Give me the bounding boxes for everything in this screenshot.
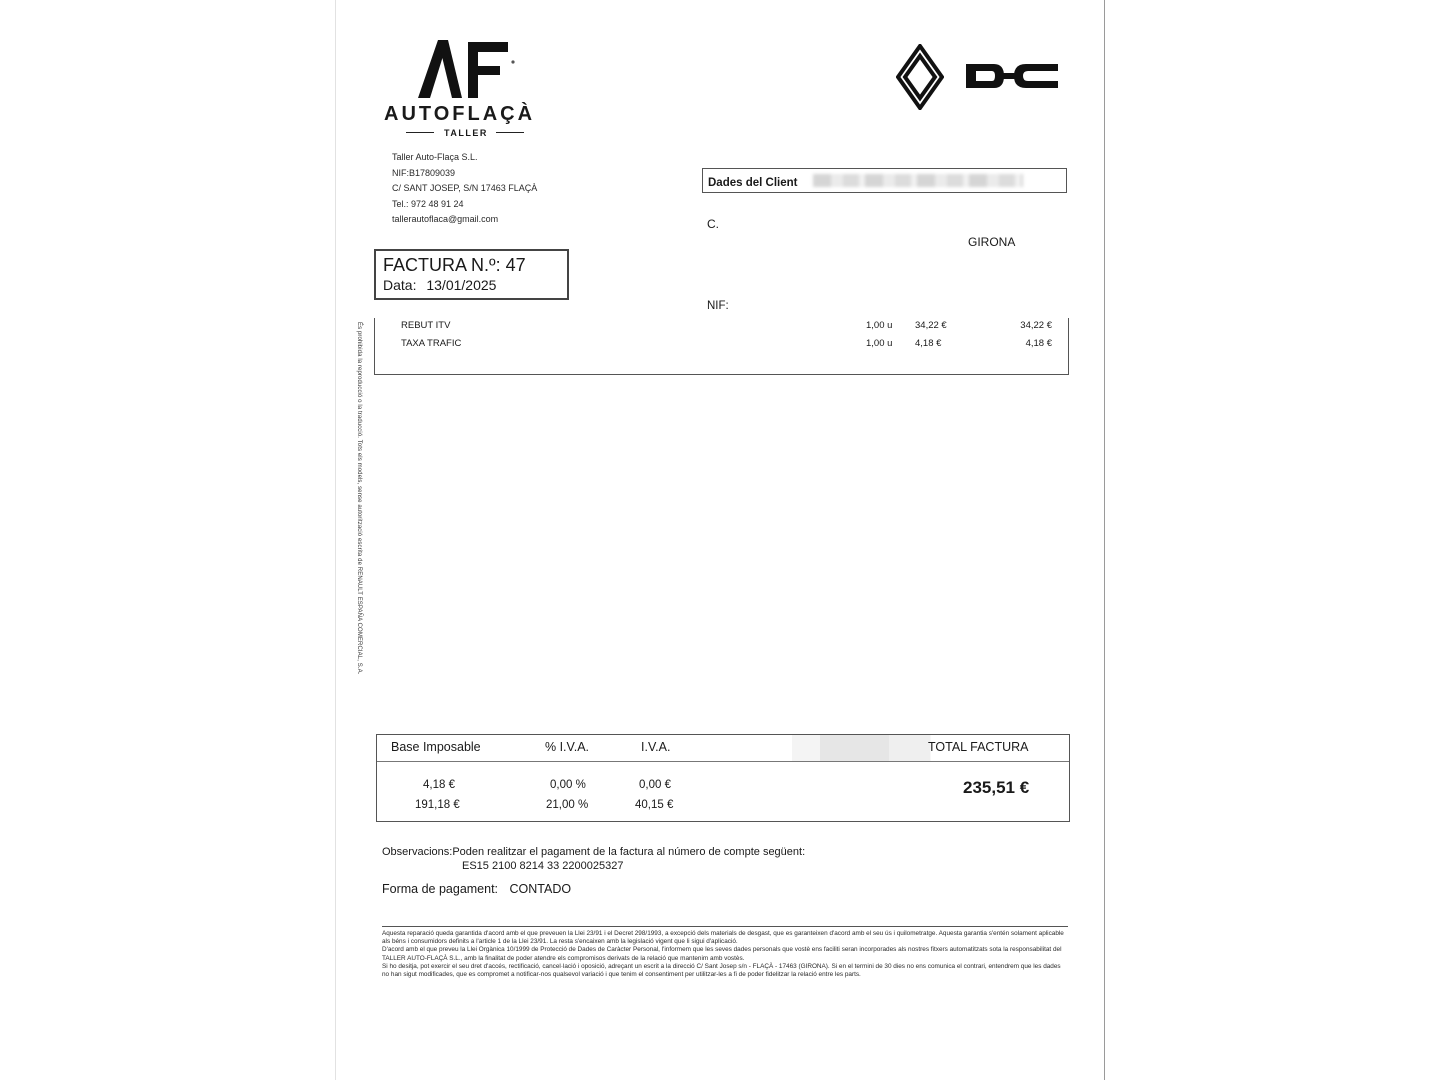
items-table bbox=[374, 318, 1069, 375]
item-description: REBUT ITV bbox=[401, 320, 451, 331]
company-email: tallerautoflaca@gmail.com bbox=[392, 214, 499, 224]
item-unit-price: 34,22 € bbox=[915, 320, 947, 331]
observations bbox=[382, 846, 805, 859]
client-street: C. bbox=[707, 217, 719, 231]
client-box-label: Dades del Client bbox=[708, 177, 798, 189]
side-legal-note: És prohibida la reproducció o la traducció. Tots els models, sense autorització escrita de RENAULT ESPAÑA COMERCIAL, S.A. bbox=[356, 322, 362, 675]
invoice-date: 13/01/2025 bbox=[426, 277, 497, 293]
item-description: TAXA TRAFIC bbox=[401, 338, 462, 349]
header-total: TOTAL FACTURA bbox=[928, 740, 1029, 754]
renault-logo-icon bbox=[896, 44, 944, 110]
item-quantity: 1,00 u bbox=[866, 320, 893, 331]
header-vat: I.V.A. bbox=[641, 740, 671, 754]
invoice-total-amount: 235,51 € bbox=[963, 778, 1030, 797]
totals-header bbox=[377, 735, 1069, 762]
item-total: 4,18 € bbox=[1025, 338, 1052, 349]
item-total: 34,22 € bbox=[1020, 320, 1052, 331]
header-base: Base Imposable bbox=[391, 740, 481, 754]
invoice-number-box bbox=[374, 249, 569, 300]
company-logo-subtitle: TALLER bbox=[444, 128, 488, 138]
company-info bbox=[392, 150, 537, 228]
logo-divider-right bbox=[496, 132, 524, 133]
company-address: C/ SANT JOSEP, S/N 17463 FLAÇÀ bbox=[392, 183, 538, 193]
vat-rate: 21,00 % bbox=[546, 799, 589, 811]
table-row bbox=[375, 338, 1068, 354]
bank-account-number: ES15 2100 8214 33 2200025327 bbox=[462, 860, 624, 872]
base-amount: 4,18 € bbox=[423, 779, 455, 791]
vat-amount: 40,15 € bbox=[635, 799, 674, 811]
header-vat-rate: % I.V.A. bbox=[545, 740, 590, 754]
company-name: Taller Auto-Flaça S.L. bbox=[392, 152, 478, 162]
item-unit-price: 4,18 € bbox=[915, 338, 942, 349]
vat-rate: 0,00 % bbox=[550, 779, 586, 791]
client-city: GIRONA bbox=[968, 235, 1016, 249]
payment-method bbox=[382, 882, 571, 896]
legal-text bbox=[382, 930, 1068, 979]
company-logo-name: AUTOFLAÇÀ bbox=[384, 103, 536, 125]
company-nif: NIF:B17809039 bbox=[392, 167, 456, 178]
base-amount: 191,18 € bbox=[415, 799, 460, 811]
item-quantity: 1,00 u bbox=[866, 338, 893, 349]
redacted-client-name bbox=[813, 174, 1023, 187]
legal-paragraph-data-protection: D'acord amb el que preveu la Llei Orgànica 10/1999 de Protecció de Dades de Caràcter Personal, l'informem que les seves dades personals que vostè ens faciliti seran incorporades als nostres fitxers automatitzats sota la responsabilitat del TALLER AUTO-FLAÇÀ S.L., amb la finalitat de poder atendre els compromisos derivats de la relació que mantenim amb vostès. bbox=[382, 946, 1062, 962]
payment-value: CONTADO bbox=[509, 882, 572, 896]
observations-label: Observacions: bbox=[382, 846, 453, 858]
invoice-date-line bbox=[383, 277, 560, 293]
legal-divider bbox=[382, 926, 1068, 927]
invoice-title: FACTURA N.º: 47 bbox=[383, 255, 526, 275]
payment-label: Forma de pagament: bbox=[382, 882, 499, 896]
company-phone: Tel.: 972 48 91 24 bbox=[392, 198, 464, 209]
client-nif-label: NIF: bbox=[707, 300, 729, 312]
autoflaca-logo-icon bbox=[416, 38, 516, 100]
invoice-page bbox=[335, 0, 1105, 1080]
totals-table bbox=[376, 734, 1070, 822]
vat-amount: 0,00 € bbox=[639, 779, 671, 791]
legal-paragraph-rights: Si ho desitja, pot exercir el seu dret d'accés, rectificació, cancel·lació i oposició, adreçant un escrit a la direcció C/ Sant Josep s/n - FLAÇÀ - 17463 (GIRONA). Si en el termini de 30 dies no ens comunica el contrari, entendrem que les dades no han sigut modificades, que es compromet a notificar-nos qualsevol variació i que tenim el consentiment per utilitzar-les a fi de poder fidelitzar la relació entre les parts. bbox=[382, 962, 1061, 979]
client-data-box bbox=[702, 168, 1067, 193]
observations-text: Poden realitzar el pagament de la factura al número de compte següent: bbox=[452, 846, 806, 858]
dacia-logo-icon bbox=[964, 60, 1060, 92]
table-row bbox=[375, 320, 1068, 336]
legal-paragraph-warranty: Aquesta reparació queda garantida d'acord amb el que preveuen la Llei 23/91 i el Decret 298/1993, a excepció dels materials de desgast, que es garanteixen d'acord amb el seu ús i quilometratge. Aquesta garantia s'entén solament aplicable als béns i consumidors definits a l'article 1 de la Llei 23/91. La resta s'encaixen amb la legislació vigent que li sigui d'aplicació. bbox=[382, 930, 1064, 946]
invoice-date-label: Data: bbox=[383, 277, 417, 293]
logo-divider-left bbox=[406, 132, 434, 133]
